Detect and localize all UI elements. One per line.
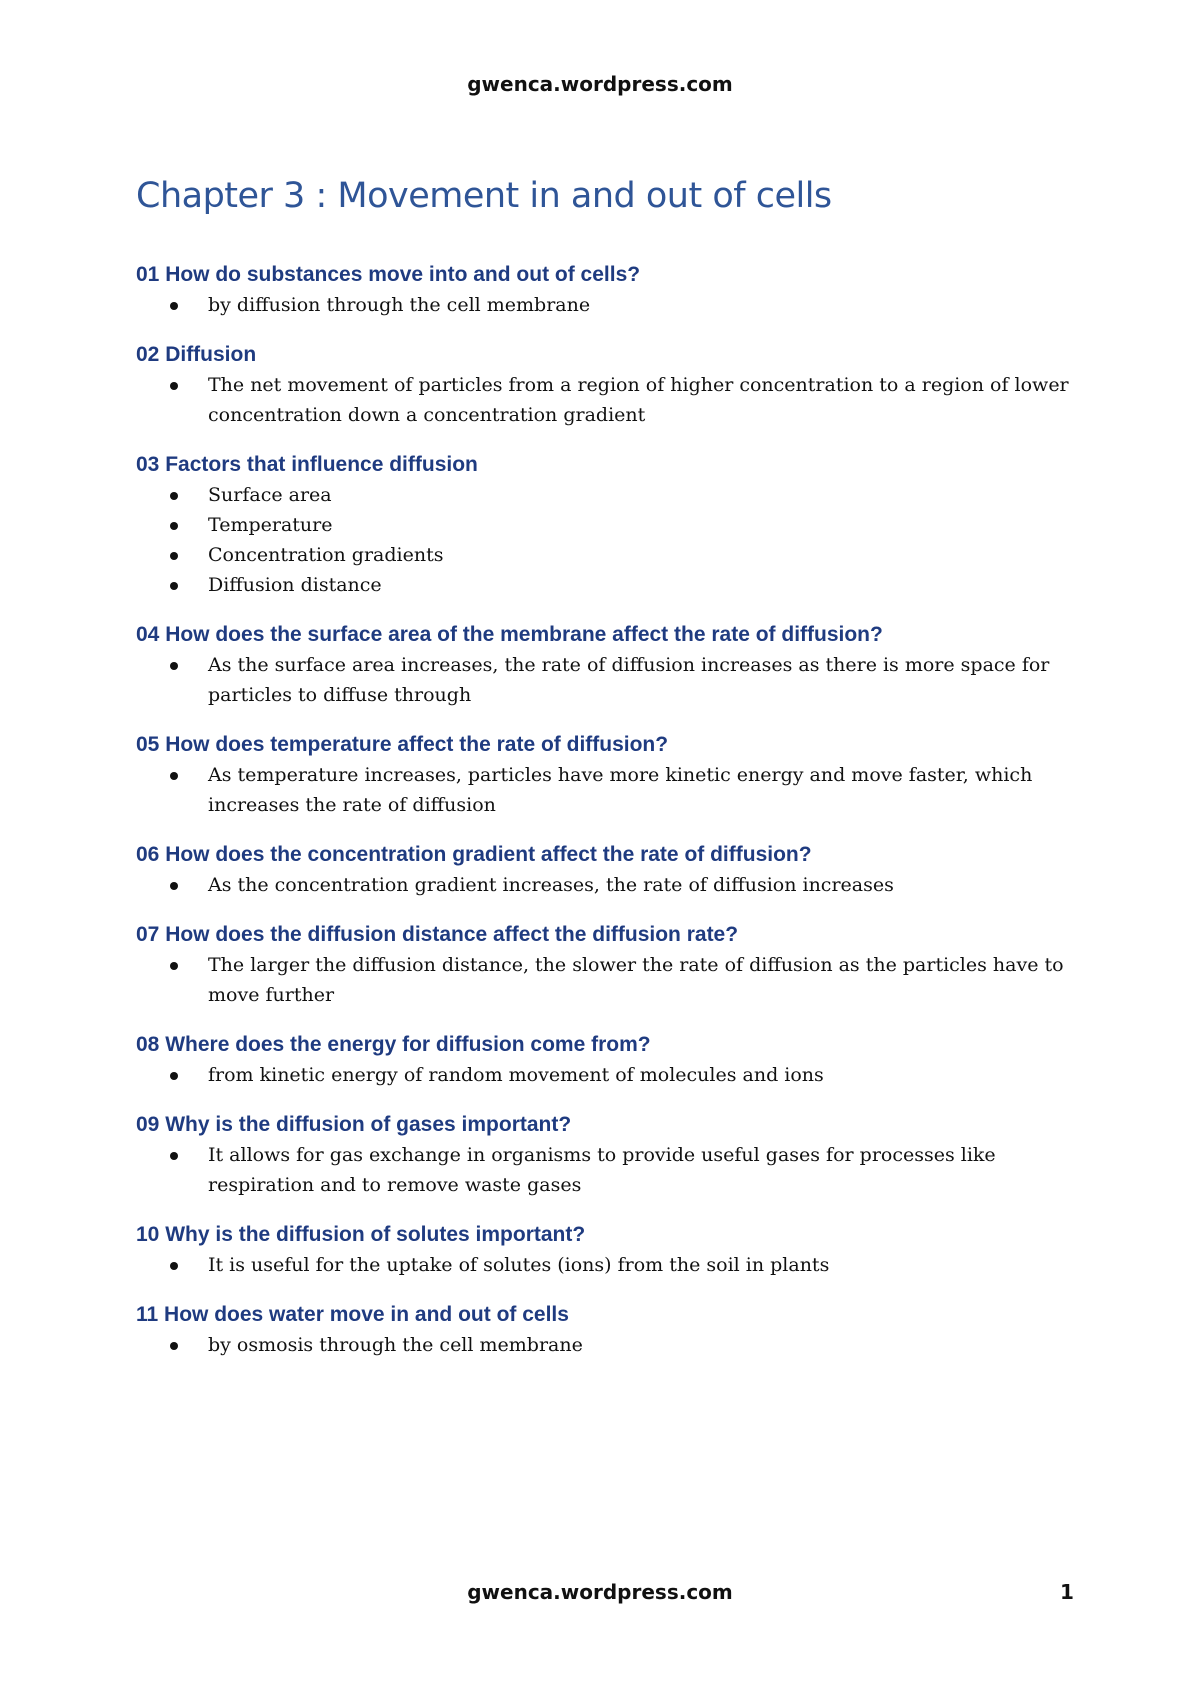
bullet-dot-icon	[170, 1342, 178, 1350]
section	[136, 1110, 1076, 1200]
section-heading: 04 How does the surface area of the membrane affect the rate of diffusion?	[136, 623, 883, 646]
section	[136, 1030, 1076, 1090]
bullet-dot-icon	[170, 522, 178, 530]
bullet-dot-icon	[170, 582, 178, 590]
page-number: 1	[1060, 1580, 1074, 1604]
section	[136, 730, 1076, 820]
sections-container	[136, 260, 1076, 1360]
bullet-item	[136, 870, 1076, 900]
section-heading: 01 How do substances move into and out of cells?	[136, 263, 641, 286]
bullet-dot-icon	[170, 882, 178, 890]
bullet-text: The net movement of particles from a region of higher concentration to a region of lower concentration down a concentration gradient	[208, 374, 1069, 426]
section	[136, 620, 1076, 710]
section	[136, 340, 1076, 430]
section-heading: 06 How does the concentration gradient affect the rate of diffusion?	[136, 843, 812, 866]
bullet-dot-icon	[170, 962, 178, 970]
section-heading: 02 Diffusion	[136, 343, 257, 366]
section-heading: 05 How does temperature affect the rate of diffusion?	[136, 733, 669, 756]
bullet-item	[136, 510, 1076, 540]
section	[136, 260, 1076, 320]
bullet-dot-icon	[170, 492, 178, 500]
bullet-item	[136, 370, 1076, 430]
bullet-dot-icon	[170, 1152, 178, 1160]
section-heading: 09 Why is the diffusion of gases important?	[136, 1113, 572, 1136]
bullet-item	[136, 1330, 1076, 1360]
bullet-list	[136, 950, 1076, 1010]
bullet-text: by osmosis through the cell membrane	[208, 1334, 583, 1356]
bullet-item	[136, 290, 1076, 320]
bullet-item	[136, 540, 1076, 570]
bullet-item	[136, 1250, 1076, 1280]
bullet-text: As the concentration gradient increases, the rate of diffusion increases	[208, 874, 894, 896]
bullet-dot-icon	[170, 552, 178, 560]
running-footer: gwenca.wordpress.com	[467, 1580, 733, 1604]
bullet-item	[136, 1140, 1076, 1200]
section	[136, 1300, 1076, 1360]
running-header: gwenca.wordpress.com	[467, 72, 733, 96]
chapter-title: Chapter 3 : Movement in and out of cells	[136, 176, 832, 216]
bullet-item	[136, 950, 1076, 1010]
bullet-list	[136, 1330, 1076, 1360]
bullet-list	[136, 1250, 1076, 1280]
section	[136, 450, 1076, 600]
bullet-text: by diffusion through the cell membrane	[208, 294, 591, 316]
section-heading: 10 Why is the diffusion of solutes important?	[136, 1223, 586, 1246]
section	[136, 920, 1076, 1010]
bullet-dot-icon	[170, 302, 178, 310]
bullet-list	[136, 480, 1076, 600]
bullet-list	[136, 1140, 1076, 1200]
bullet-list	[136, 370, 1076, 430]
bullet-dot-icon	[170, 1072, 178, 1080]
bullet-dot-icon	[170, 662, 178, 670]
bullet-text: It is useful for the uptake of solutes (ions) from the soil in plants	[208, 1254, 830, 1276]
section-heading: 03 Factors that influence diffusion	[136, 453, 478, 476]
bullet-item	[136, 570, 1076, 600]
section	[136, 840, 1076, 900]
bullet-item	[136, 760, 1076, 820]
bullet-dot-icon	[170, 772, 178, 780]
bullet-list	[136, 870, 1076, 900]
bullet-list	[136, 650, 1076, 710]
document-body	[136, 172, 1076, 1380]
bullet-list	[136, 760, 1076, 820]
bullet-list	[136, 1060, 1076, 1090]
bullet-text: Surface area	[208, 484, 332, 506]
bullet-text: Diffusion distance	[208, 574, 382, 596]
bullet-text: from kinetic energy of random movement of molecules and ions	[208, 1064, 824, 1086]
bullet-dot-icon	[170, 1262, 178, 1270]
section	[136, 1220, 1076, 1280]
bullet-item	[136, 480, 1076, 510]
bullet-text: The larger the diffusion distance, the slower the rate of diffusion as the particles have to move further	[208, 954, 1064, 1006]
bullet-text: Temperature	[208, 514, 333, 536]
bullet-list	[136, 290, 1076, 320]
section-heading: 07 How does the diffusion distance affect the diffusion rate?	[136, 923, 739, 946]
bullet-dot-icon	[170, 382, 178, 390]
section-heading: 11 How does water move in and out of cells	[136, 1303, 569, 1326]
bullet-item	[136, 1060, 1076, 1090]
bullet-item	[136, 650, 1076, 710]
section-heading: 08 Where does the energy for diffusion come from?	[136, 1033, 651, 1056]
bullet-text: It allows for gas exchange in organisms to provide useful gases for processes like respiration and to remove waste gases	[208, 1144, 996, 1196]
bullet-text: Concentration gradients	[208, 544, 444, 566]
bullet-text: As the surface area increases, the rate of diffusion increases as there is more space for particles to diffuse through	[208, 654, 1050, 706]
bullet-text: As temperature increases, particles have more kinetic energy and move faster, which increases the rate of diffusion	[208, 764, 1033, 816]
